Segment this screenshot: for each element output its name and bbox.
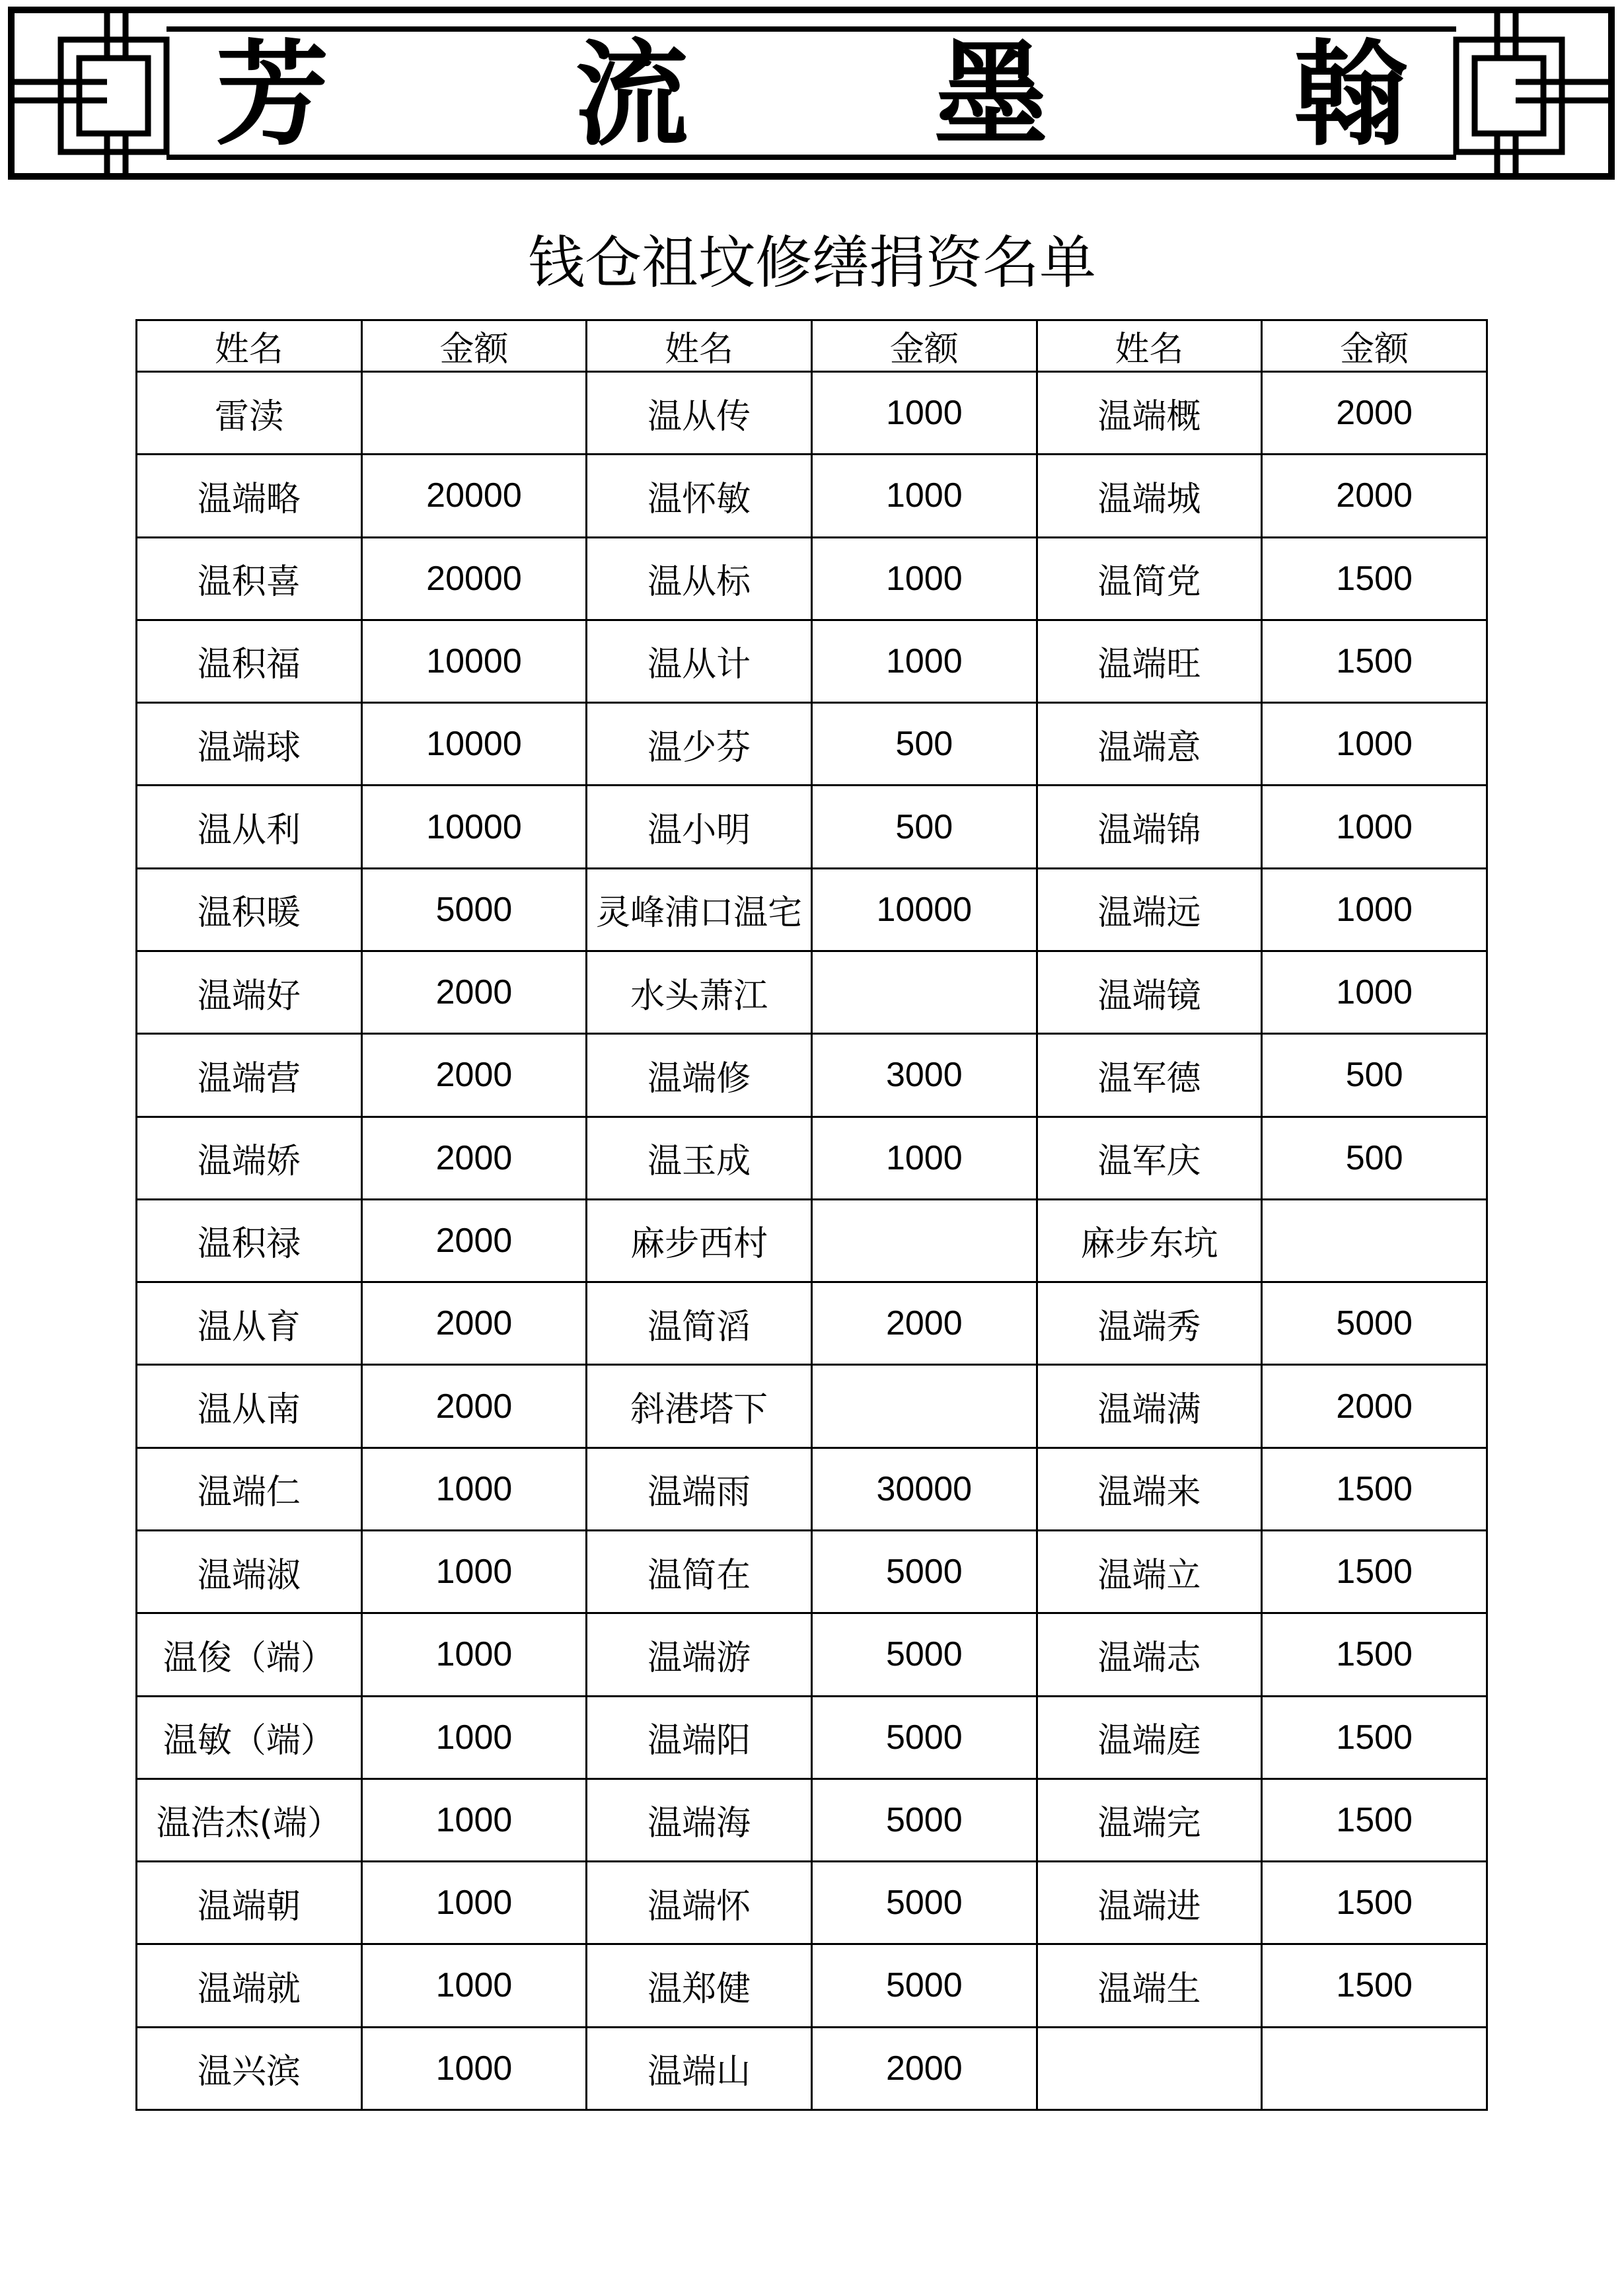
- donor-name-cell: 温浩杰(端）: [137, 1779, 362, 1861]
- donor-name-cell: 温积暖: [137, 868, 362, 951]
- table-row: [137, 1199, 1487, 1282]
- donor-name-cell: 温积喜: [137, 537, 362, 620]
- donation-amount-cell: 1000: [361, 1944, 587, 2027]
- donor-name-cell: 温军庆: [1037, 1117, 1262, 1199]
- donation-amount-cell: 5000: [811, 1696, 1037, 1779]
- donor-name-cell: 温从传: [587, 372, 812, 455]
- donor-name-cell: 温端镜: [1037, 951, 1262, 1033]
- donation-amount-cell: 1000: [1262, 786, 1487, 868]
- header-amount-2: 金额: [811, 320, 1037, 372]
- donor-name-cell: 温端就: [137, 1944, 362, 2027]
- donor-name-cell: 温端满: [1037, 1365, 1262, 1448]
- donor-name-cell: 麻步西村: [587, 1199, 812, 1282]
- banner-char-3: 墨: [934, 27, 1048, 161]
- table-row: [137, 951, 1487, 1033]
- donation-amount-cell: 5000: [361, 868, 587, 951]
- header-amount-3: 金额: [1262, 320, 1487, 372]
- donation-amount-cell: [811, 1199, 1037, 1282]
- donation-amount-cell: 1500: [1262, 1448, 1487, 1530]
- donation-amount-cell: 1000: [361, 1696, 587, 1779]
- table-row: [137, 1779, 1487, 1861]
- donation-amount-cell: [361, 372, 587, 455]
- donor-name-cell: 温端娇: [137, 1117, 362, 1199]
- table-row: [137, 1282, 1487, 1365]
- donor-name-cell: 温简在: [587, 1530, 812, 1613]
- donation-amount-cell: 20000: [361, 455, 587, 537]
- donor-name-cell: 温怀敏: [587, 455, 812, 537]
- banner-calligraphy: [166, 25, 1456, 164]
- donor-name-cell: 温兴滨: [137, 2027, 362, 2109]
- donation-amount-cell: 1000: [361, 2027, 587, 2109]
- donor-name-cell: 灵峰浦口温宅: [587, 868, 812, 951]
- header-amount-1: 金额: [361, 320, 587, 372]
- donor-name-cell: 温端朝: [137, 1862, 362, 1944]
- donor-name-cell: 温俊（端）: [137, 1613, 362, 1696]
- donor-name-cell: 温端修: [587, 1034, 812, 1117]
- table-row: [137, 703, 1487, 786]
- donation-amount-cell: 2000: [361, 951, 587, 1033]
- fretwork-knot-right: [1450, 13, 1608, 173]
- donor-name-cell: 温端庭: [1037, 1696, 1262, 1779]
- donation-amount-cell: 1500: [1262, 1613, 1487, 1696]
- donation-amount-cell: 500: [811, 703, 1037, 786]
- donor-name-cell: 温军德: [1037, 1034, 1262, 1117]
- donation-amount-cell: 5000: [811, 1779, 1037, 1861]
- donor-name-cell: 温玉成: [587, 1117, 812, 1199]
- donation-amount-cell: 1000: [361, 1862, 587, 1944]
- donor-name-cell: 麻步东坑: [1037, 1199, 1262, 1282]
- donation-amount-cell: 1000: [1262, 703, 1487, 786]
- table-header-row: [137, 320, 1487, 372]
- donor-name-cell: 温端来: [1037, 1448, 1262, 1530]
- donation-amount-cell: 10000: [361, 703, 587, 786]
- header-name-2: 姓名: [587, 320, 812, 372]
- donation-amount-cell: 10000: [361, 786, 587, 868]
- donor-name-cell: 雷渎: [137, 372, 362, 455]
- donation-amount-cell: 5000: [811, 1530, 1037, 1613]
- donation-amount-cell: 10000: [361, 620, 587, 702]
- donor-name-cell: 温端营: [137, 1034, 362, 1117]
- donation-amount-cell: 1500: [1262, 1944, 1487, 2027]
- donor-name-cell: 温端概: [1037, 372, 1262, 455]
- donor-name-cell: 温端怀: [587, 1862, 812, 1944]
- donation-amount-cell: 30000: [811, 1448, 1037, 1530]
- donation-amount-cell: 2000: [361, 1117, 587, 1199]
- donor-name-cell: 温积福: [137, 620, 362, 702]
- donation-amount-cell: 1500: [1262, 620, 1487, 702]
- donation-amount-cell: 1000: [361, 1779, 587, 1861]
- donation-amount-cell: 10000: [811, 868, 1037, 951]
- donor-name-cell: 温端球: [137, 703, 362, 786]
- donation-amount-cell: 1000: [811, 372, 1037, 455]
- donation-amount-cell: 5000: [811, 1862, 1037, 1944]
- donor-name-cell: 温端雨: [587, 1448, 812, 1530]
- donor-name-cell: 温积禄: [137, 1199, 362, 1282]
- donor-name-cell: 温郑健: [587, 1944, 812, 2027]
- donor-name-cell: 温端游: [587, 1613, 812, 1696]
- table-row: [137, 2027, 1487, 2109]
- donation-amount-cell: 1000: [811, 1117, 1037, 1199]
- donation-amount-cell: 2000: [361, 1199, 587, 1282]
- banner-frame: [8, 7, 1615, 180]
- donation-amount-cell: 2000: [361, 1282, 587, 1365]
- table-row: [137, 1117, 1487, 1199]
- table-row: [137, 1696, 1487, 1779]
- donor-name-cell: 温从利: [137, 786, 362, 868]
- donor-name-cell: 温端远: [1037, 868, 1262, 951]
- table-row: [137, 868, 1487, 951]
- donor-name-cell: 斜港塔下: [587, 1365, 812, 1448]
- donor-name-cell: 温从育: [137, 1282, 362, 1365]
- table-row: [137, 372, 1487, 455]
- donor-name-cell: 温简滔: [587, 1282, 812, 1365]
- donation-amount-cell: 5000: [811, 1944, 1037, 2027]
- donation-amount-cell: 2000: [1262, 372, 1487, 455]
- donor-name-cell: 温从计: [587, 620, 812, 702]
- donation-amount-cell: 1000: [811, 537, 1037, 620]
- header-name-1: 姓名: [137, 320, 362, 372]
- donor-name-cell: 温端山: [587, 2027, 812, 2109]
- donation-amount-cell: 2000: [361, 1365, 587, 1448]
- table-row: [137, 1613, 1487, 1696]
- donor-name-cell: 温小明: [587, 786, 812, 868]
- donation-amount-cell: 1500: [1262, 537, 1487, 620]
- donation-amount-cell: 2000: [361, 1034, 587, 1117]
- donor-name-cell: [1037, 2027, 1262, 2109]
- donation-amount-cell: [1262, 2027, 1487, 2109]
- donation-amount-cell: 2000: [811, 2027, 1037, 2109]
- donor-name-cell: 温端仁: [137, 1448, 362, 1530]
- donor-name-cell: 水头萧江: [587, 951, 812, 1033]
- donation-table: [135, 319, 1488, 2111]
- donor-name-cell: 温从标: [587, 537, 812, 620]
- donor-name-cell: 温少芬: [587, 703, 812, 786]
- table-row: [137, 1530, 1487, 1613]
- donor-name-cell: 温端好: [137, 951, 362, 1033]
- donor-name-cell: 温从南: [137, 1365, 362, 1448]
- donation-amount-cell: 1500: [1262, 1696, 1487, 1779]
- donation-amount-cell: 1000: [811, 620, 1037, 702]
- donor-name-cell: 温端立: [1037, 1530, 1262, 1613]
- donation-amount-cell: 1500: [1262, 1530, 1487, 1613]
- table-row: [137, 620, 1487, 702]
- donor-name-cell: 温端锦: [1037, 786, 1262, 868]
- donation-amount-cell: 5000: [811, 1613, 1037, 1696]
- donor-name-cell: 温端淑: [137, 1530, 362, 1613]
- table-row: [137, 786, 1487, 868]
- donation-amount-cell: 1500: [1262, 1862, 1487, 1944]
- donation-amount-cell: 5000: [1262, 1282, 1487, 1365]
- donor-name-cell: 温端海: [587, 1779, 812, 1861]
- donor-name-cell: 温敏（端）: [137, 1696, 362, 1779]
- donation-amount-cell: 1000: [361, 1530, 587, 1613]
- donation-amount-cell: 2000: [1262, 1365, 1487, 1448]
- table-row: [137, 1034, 1487, 1117]
- fretwork-knot-left: [15, 13, 173, 173]
- donation-amount-cell: 1000: [1262, 951, 1487, 1033]
- donor-name-cell: 温端生: [1037, 1944, 1262, 2027]
- donor-name-cell: 温端志: [1037, 1613, 1262, 1696]
- donor-name-cell: 温端旺: [1037, 620, 1262, 702]
- donation-amount-cell: 20000: [361, 537, 587, 620]
- table-row: [137, 1944, 1487, 2027]
- donor-name-cell: 温端阳: [587, 1696, 812, 1779]
- donation-amount-cell: 1500: [1262, 1779, 1487, 1861]
- table-row: [137, 1448, 1487, 1530]
- table-row: [137, 1862, 1487, 1944]
- donation-amount-cell: 500: [811, 786, 1037, 868]
- table-row: [137, 537, 1487, 620]
- donation-amount-cell: 500: [1262, 1117, 1487, 1199]
- donation-amount-cell: [1262, 1199, 1487, 1282]
- donation-amount-cell: 3000: [811, 1034, 1037, 1117]
- donation-amount-cell: 2000: [811, 1282, 1037, 1365]
- banner-char-4: 翰: [1294, 27, 1407, 161]
- document-title: 钱仓祖坟修缮捐资名单: [528, 230, 1096, 296]
- donor-name-cell: 温端进: [1037, 1862, 1262, 1944]
- donation-amount-cell: 500: [1262, 1034, 1487, 1117]
- table-header: [137, 320, 1487, 372]
- donation-amount-cell: 1000: [811, 455, 1037, 537]
- table-row: [137, 455, 1487, 537]
- table-body: [137, 372, 1487, 2110]
- donor-name-cell: 温端完: [1037, 1779, 1262, 1861]
- header-name-3: 姓名: [1037, 320, 1262, 372]
- donation-amount-cell: 1000: [361, 1448, 587, 1530]
- donation-amount-cell: 2000: [1262, 455, 1487, 537]
- donor-name-cell: 温端秀: [1037, 1282, 1262, 1365]
- donor-name-cell: 温端略: [137, 455, 362, 537]
- donor-name-cell: 温简党: [1037, 537, 1262, 620]
- banner-char-2: 流: [575, 27, 688, 161]
- donation-amount-cell: [811, 951, 1037, 1033]
- donation-amount-cell: 1000: [361, 1613, 587, 1696]
- donation-amount-cell: 1000: [1262, 868, 1487, 951]
- donation-amount-cell: [811, 1365, 1037, 1448]
- table-row: [137, 1365, 1487, 1448]
- donor-name-cell: 温端意: [1037, 703, 1262, 786]
- donor-name-cell: 温端城: [1037, 455, 1262, 537]
- banner-char-1: 芳: [215, 27, 329, 161]
